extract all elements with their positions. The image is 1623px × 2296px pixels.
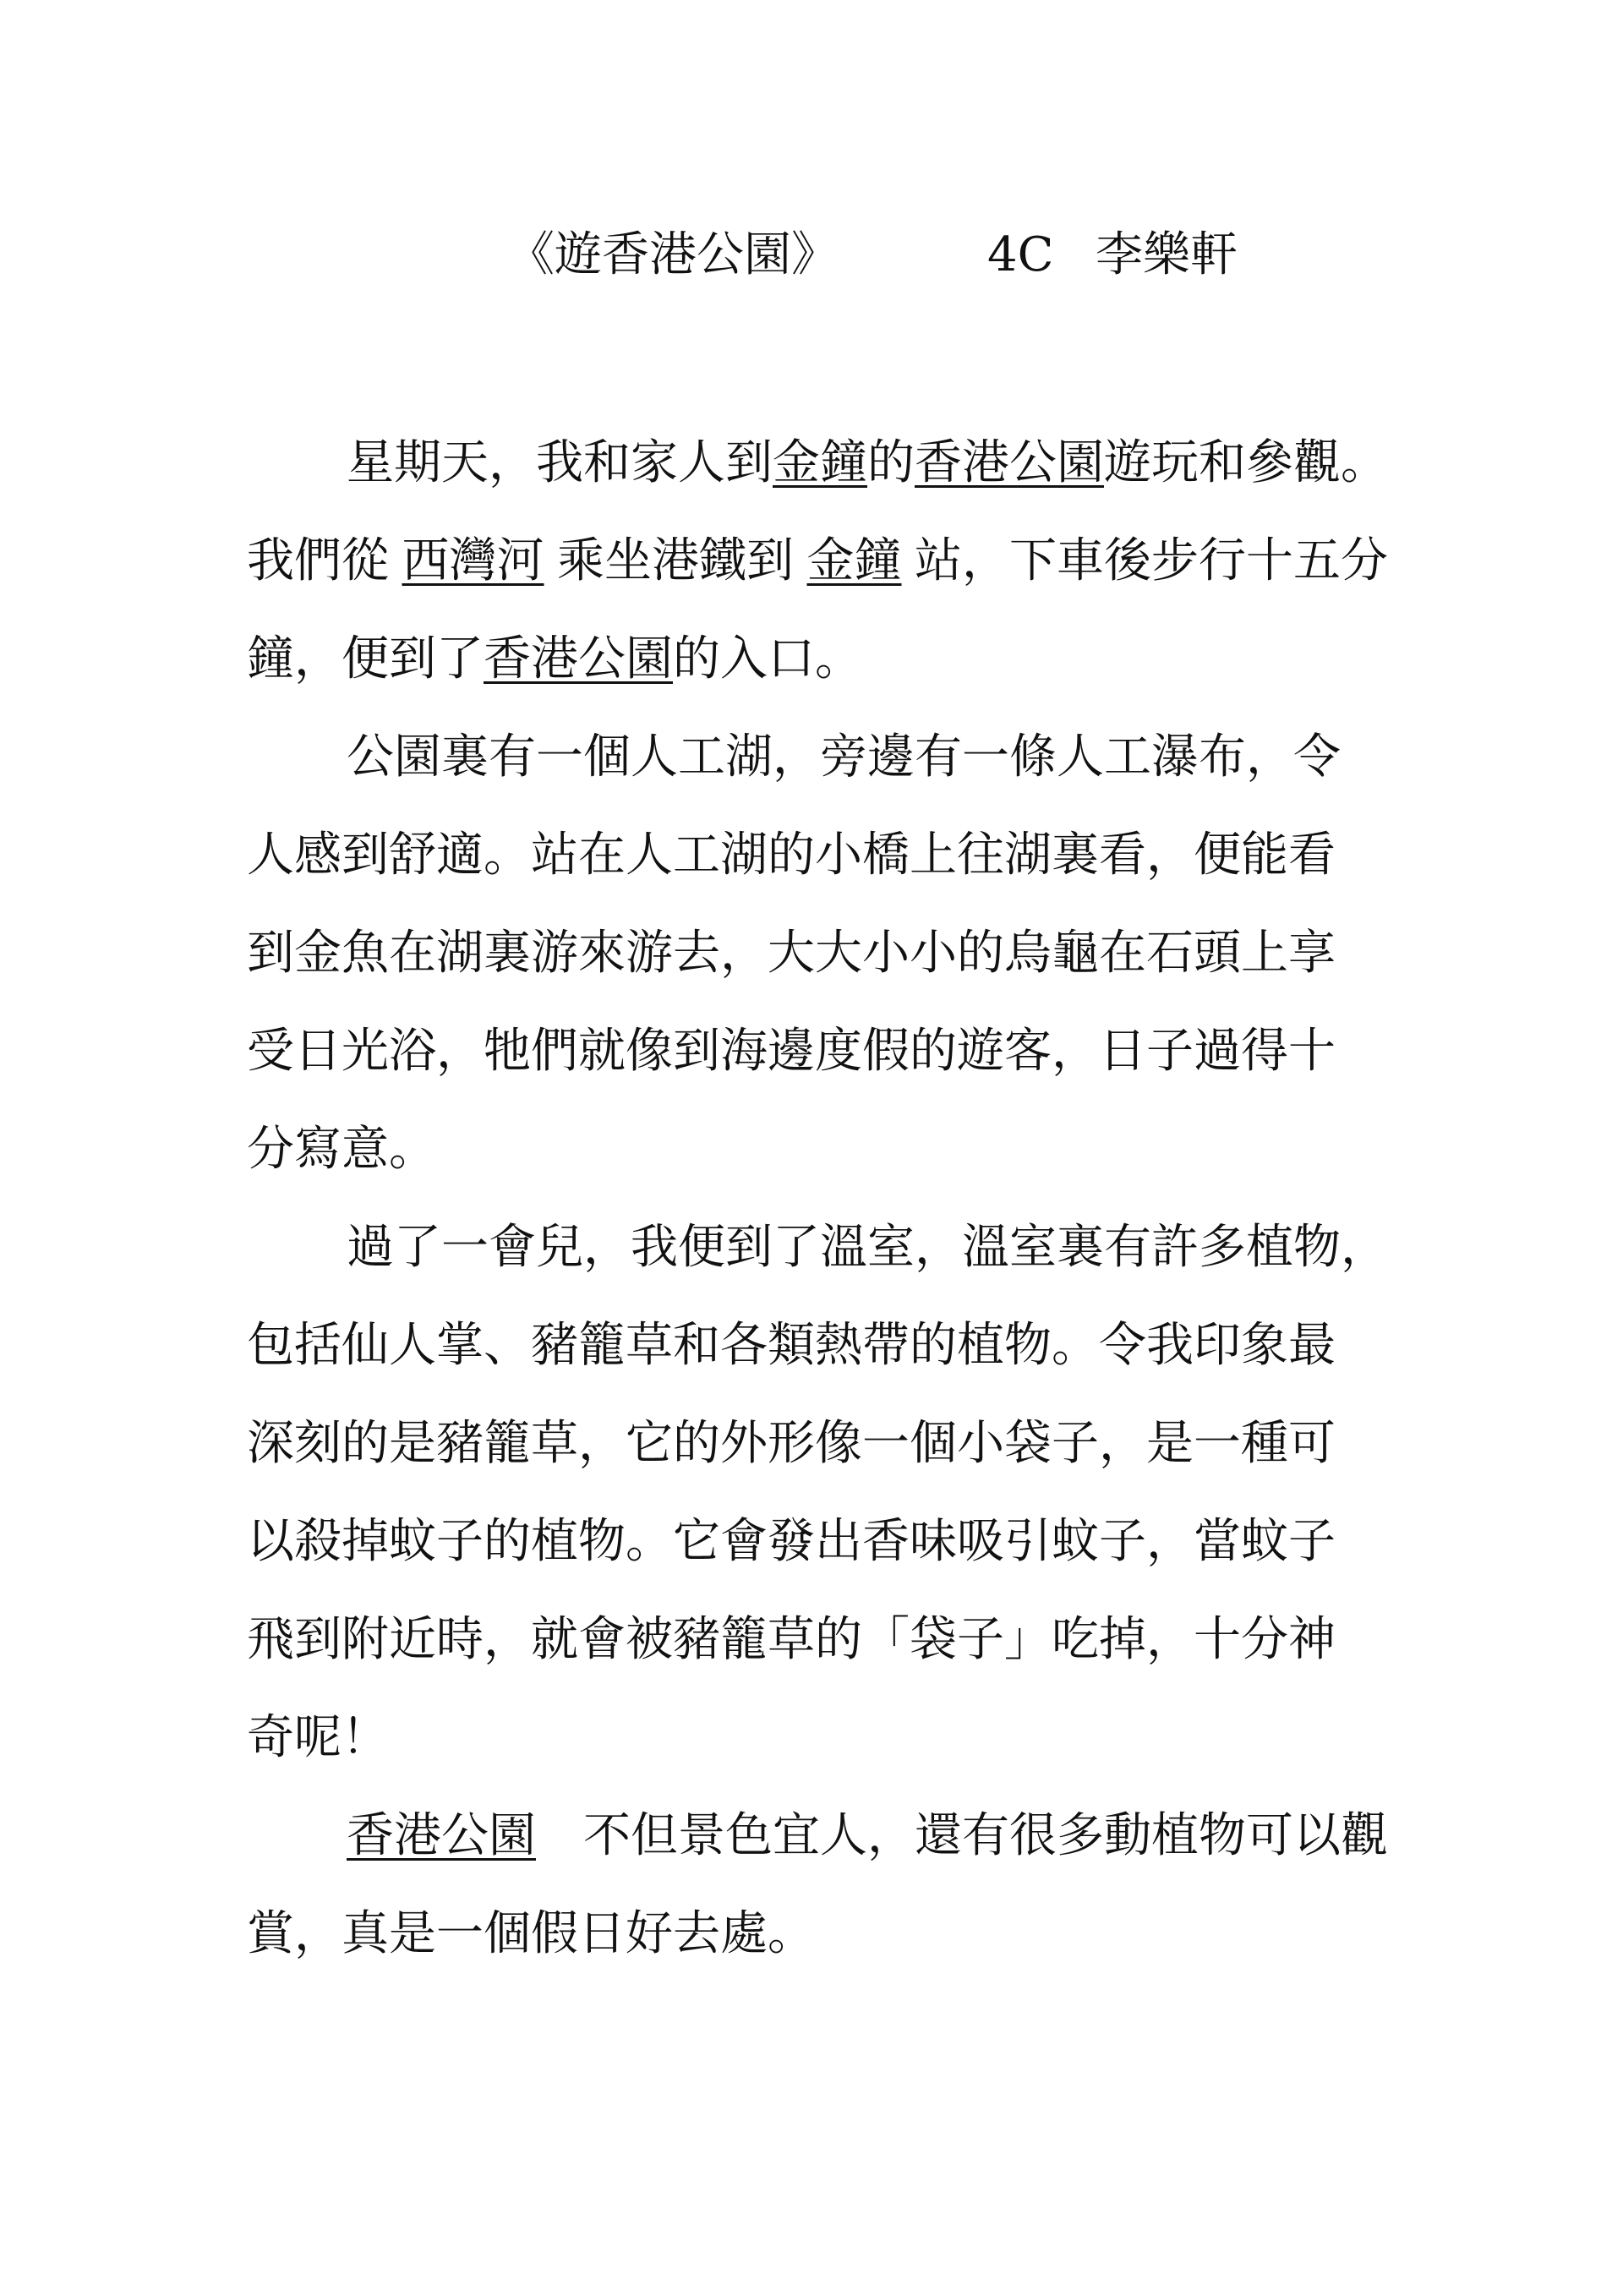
paragraph-2-line-2 <box>247 806 1388 905</box>
text-run: 不但景色宜人，還有很多動植物可以觀 <box>583 1808 1388 1863</box>
paragraph-3-line-2 <box>247 1297 1388 1395</box>
text-run: 遊玩和參觀。 <box>1104 435 1388 490</box>
text-run: 分寫意。 <box>247 1122 436 1177</box>
paragraph-3-line-6 <box>247 1689 1388 1787</box>
text-run: 人感到舒適。站在人工湖的小橋上往湖裏看，便能看 <box>247 828 1336 883</box>
text-run: 以殺掉蚊子的植物。它會發出香味吸引蚊子，當蚊子 <box>247 1514 1336 1569</box>
paragraph-2-line-5 <box>247 1101 1388 1199</box>
place-name-underlined: 金鐘 <box>806 533 902 588</box>
text-run: 奇呢！ <box>247 1710 389 1765</box>
text-run: 深刻的是豬籠草，它的外形像一個小袋子，是一種可 <box>247 1416 1336 1471</box>
author-name: 李樂軒 <box>1096 227 1238 282</box>
paragraph-1-line-3 <box>247 610 1388 708</box>
text-run: 包括仙人掌、豬籠草和各類熱帶的植物。令我印象最 <box>247 1318 1336 1373</box>
text-run: 賞，真是一個假日好去處。 <box>247 1906 815 1961</box>
paragraph-2-line-3 <box>247 905 1388 1003</box>
text-run: 過了一會兒，我便到了溫室，溫室裏有許多植物， <box>347 1220 1388 1275</box>
essay-title: 《遊香港公園》 <box>507 227 839 282</box>
paragraph-3-line-3 <box>247 1395 1388 1493</box>
class-code: 4C <box>987 227 1054 282</box>
text-run: 站，下車後步行十五分 <box>915 533 1388 588</box>
text-run: 受日光浴，牠們就像到海邊度假的遊客，日子過得十 <box>247 1024 1336 1079</box>
place-name-underlined: 香港公園 <box>484 631 673 686</box>
paragraph-3-line-4 <box>247 1493 1388 1591</box>
paragraph-1-line-1 <box>247 414 1388 512</box>
paragraph-2-line-1 <box>247 708 1388 806</box>
text-run: 星期天，我和家人到 <box>347 435 773 490</box>
text-run: 飛到附近時，就會被豬籠草的「袋子」吃掉，十分神 <box>247 1612 1336 1667</box>
paragraph-2-line-4 <box>247 1003 1388 1101</box>
paragraph-1-line-2 <box>247 512 1388 610</box>
text-run: 鐘，便到了 <box>247 631 484 686</box>
text-run: 公園裏有一個人工湖，旁邊有一條人工瀑布，令 <box>347 730 1341 784</box>
paragraph-3-line-1 <box>247 1199 1388 1297</box>
title-line <box>0 221 1623 289</box>
text-run: 我們從 <box>247 533 389 588</box>
place-name-underlined: 金鐘 <box>773 435 867 490</box>
paragraph-4-line-2 <box>247 1885 1388 1983</box>
paragraph-3-line-5 <box>247 1591 1388 1689</box>
place-name-underlined: 香港公園 <box>915 435 1104 490</box>
paragraph-4-line-1 <box>247 1787 1388 1885</box>
text-run: 乘坐港鐵到 <box>557 533 794 588</box>
text-run: 的入口。 <box>673 631 862 686</box>
place-name-underlined: 西灣河 <box>402 533 544 588</box>
essay-body <box>247 414 1388 1983</box>
place-name-underlined: 香港公園 <box>347 1808 536 1863</box>
text-run: 的 <box>867 435 915 490</box>
text-run: 到金魚在湖裏游來游去，大大小小的烏龜在石頭上享 <box>247 926 1336 981</box>
